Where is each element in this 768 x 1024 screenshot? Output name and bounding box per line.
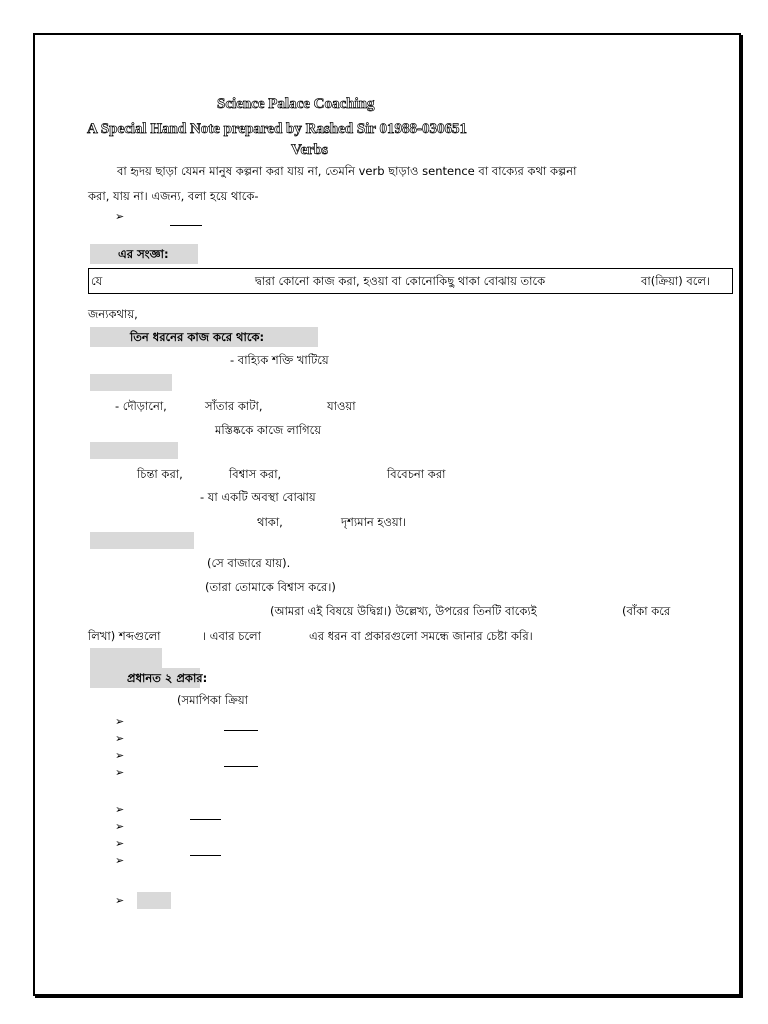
example-sentence-3-end: (বাঁকা করে [622,604,671,618]
bullet-arrow: ➢ [115,766,125,779]
final-line-part-a: লিখা) শব্দগুলো [88,629,161,643]
blank-line [190,819,221,820]
bullet-arrow: ➢ [115,803,125,816]
physical-example-3: যাওয়া [327,399,356,413]
bullet-arrow: ➢ [115,837,125,850]
finite-verb-label: (সমাপিকা ক্রিয়া [177,693,248,707]
definition-heading: এর সংজ্ঞা: [90,244,198,264]
intro-line-1: বা হৃদয় ছাড়া যেমন মানুষ কল্পনা করা যায় না, তেমনি verb ছাড়াও sentence বা বাক্যের কথা কল্পনা [117,164,577,178]
highlight-block [90,442,178,459]
definition-box [88,268,733,294]
definition-after: জন্যকথায়, [88,307,138,321]
mental-example-3: বিবেচনা করা [387,467,446,481]
example-sentence-1: (সে বাজারে যায়). [207,556,291,570]
highlight-block [90,532,194,549]
final-line-part-b: । এবার চলো [202,629,261,643]
definition-box-right: বা(ক্রিয়া) বলে। [641,274,711,288]
example-sentence-3: (আমরা এই বিষয়ে উদ্বিগ্ন।) উল্লেখ্য, উপরের তিনটি বাক্যেই [270,604,537,618]
bullet-arrow: ➢ [115,749,125,762]
definition-box-left: যে [91,274,103,288]
highlight-block [90,374,172,391]
blank-line [170,225,202,226]
kinds-heading: তিন ধরনের কাজ করে থাকে: [90,327,318,347]
physical-example-2: সাঁতার কাটা, [205,399,263,413]
physical-example-1: - দৌড়ানো, [115,399,167,413]
blank-line [190,855,221,856]
state-example-2: দৃশ্যমান হওয়া। [341,515,407,529]
blank-line [224,730,258,731]
definition-box-middle: দ্বারা কোনো কাজ করা, হওয়া বা কোনোকিছু থাকা বোঝায় তাকে [255,274,546,288]
bullet-arrow: ➢ [115,715,125,728]
highlight-block [137,892,171,909]
bullet-arrow: ➢ [115,210,125,223]
bullet-arrow: ➢ [115,854,125,867]
bullet-arrow: ➢ [115,820,125,833]
topic-title: Verbs [291,142,328,158]
highlight-block [90,648,162,668]
mental-example-1: চিন্তা করা, [137,467,183,481]
hand-note-line: A Special Hand Note prepared by Rashed Sir 01988-030651 [87,121,468,137]
final-line-part-c: এর ধরন বা প্রকারগুলো সমন্ধে জানার চেষ্টা করি। [309,629,533,643]
mental-kind: মস্তিষ্ককে কাজে লাগিয়ে [215,423,322,437]
example-sentence-2: (তারা তোমাকে বিশ্বাস করে।) [205,580,336,594]
blank-line [224,766,258,767]
bullet-arrow: ➢ [115,894,125,907]
document-page [33,33,741,996]
physical-kind: - বাহ্যিক শক্তি খাটিয়ে [230,353,329,367]
intro-line-2: করা, যায় না। এজন্য, বলা হয়ে থাকে- [88,189,259,203]
types-heading: প্রধানত ২ প্রকার: [90,668,200,688]
mental-example-2: বিশ্বাস করা, [229,467,282,481]
bullet-arrow: ➢ [115,732,125,745]
institute-title: Science Palace Coaching [217,96,375,112]
state-example-1: থাকা, [257,515,283,529]
state-kind: - যা একটি অবস্থা বোঝায় [200,490,316,504]
